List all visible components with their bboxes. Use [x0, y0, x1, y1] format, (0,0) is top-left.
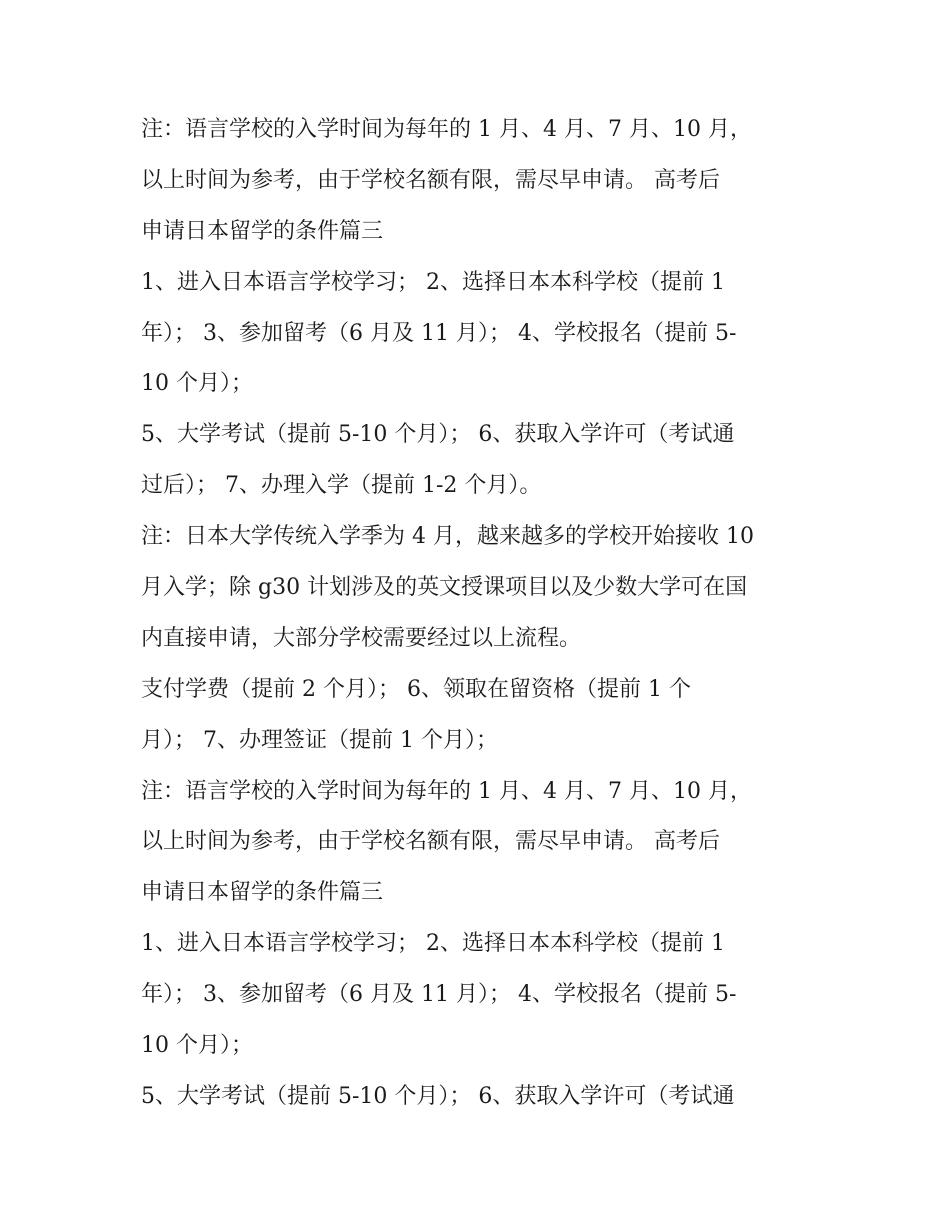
text-line: 5、大学考试（提前 5-10 个月）； 6、获取入学许可（考试通 [141, 422, 735, 448]
text-line: 年）； 3、参加留考（6 月及 11 月）； 4、学校报名（提前 5- [141, 320, 737, 346]
text-line: 5、大学考试（提前 5-10 个月）； 6、获取入学许可（考试通 [141, 1083, 735, 1109]
text-line: 10 个月）； [141, 371, 253, 397]
text-line: 注：语言学校的入学时间为每年的 1 月、4 月、7 月、10 月， [141, 117, 752, 142]
text-line: 以上时间为参考，由于学校名额有限，需尽早申请。 高考后 [141, 167, 720, 193]
text-line: 10 个月）； [141, 1033, 253, 1059]
text-line: 月）； 7、办理签证（提前 1 个月）； [141, 727, 498, 753]
document-body [141, 110, 841, 1128]
text-line: 以上时间为参考，由于学校名额有限，需尽早申请。 高考后 [141, 829, 720, 855]
text-line: 1、进入日本语言学校学习； 2、选择日本本科学校（提前 1 [141, 269, 725, 295]
text-line: 月入学；除 g30 计划涉及的英文授课项目以及少数大学可在国 [141, 575, 748, 601]
text-line: 注：日本大学传统入学季为 4 月，越来越多的学校开始接收 10 [141, 524, 754, 550]
text-line: 年）； 3、参加留考（6 月及 11 月）； 4、学校报名（提前 5- [141, 982, 737, 1008]
text-line: 1、进入日本语言学校学习； 2、选择日本本科学校（提前 1 [141, 931, 725, 957]
section-heading: 申请日本留学的条件篇三 [141, 218, 384, 244]
text-line: 支付学费（提前 2 个月）； 6、领取在留资格（提前 1 个 [141, 676, 691, 702]
text-line: 内直接申请，大部分学校需要经过以上流程。 [141, 625, 582, 651]
text-line: 注：语言学校的入学时间为每年的 1 月、4 月、7 月、10 月， [141, 778, 752, 804]
section-heading: 申请日本留学的条件篇三 [141, 880, 384, 906]
text-line: 过后）； 7、办理入学（提前 1-2 个月）。 [141, 473, 542, 499]
